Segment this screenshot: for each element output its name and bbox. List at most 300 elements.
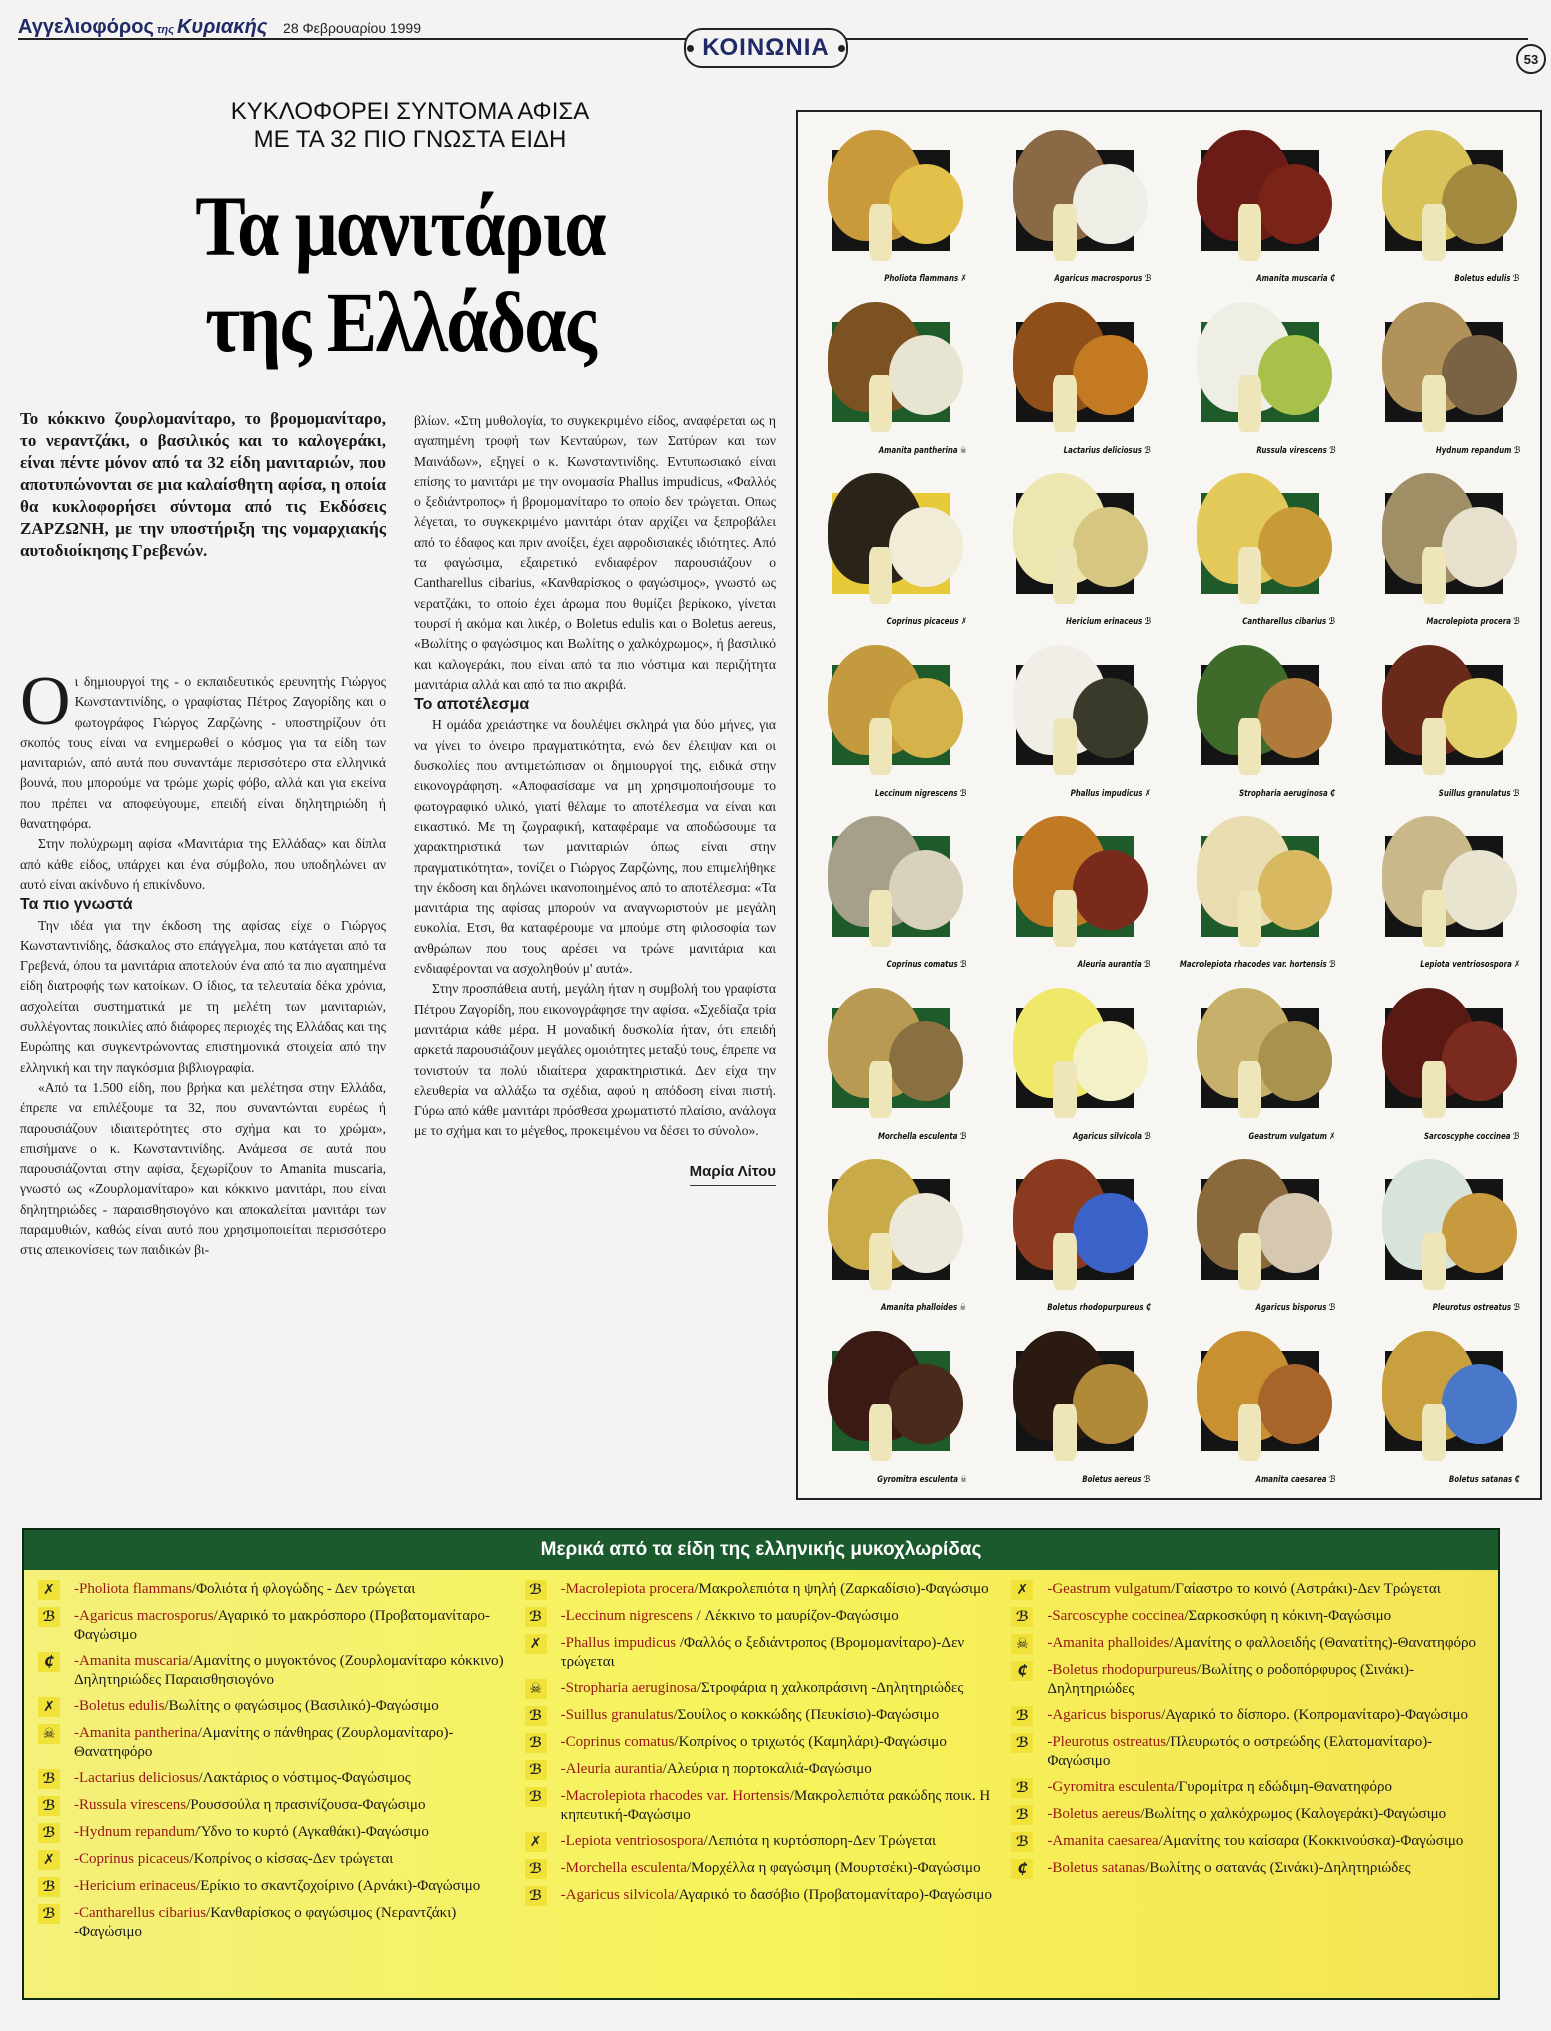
legend-text: -Coprinus picaceus/Κοπρίνος ο κίσσας-Δεν τρώγεται xyxy=(74,1851,394,1867)
greek-name: Αγαρικό το δίσπορο. (Κοπρομανίταρο)-Φαγώσιμο xyxy=(1165,1707,1469,1723)
edible-icon: ℬ xyxy=(525,1886,547,1906)
edible-icon: ℬ xyxy=(38,1877,60,1897)
mushroom-illustration xyxy=(889,1364,963,1444)
poster-mushroom xyxy=(993,635,1162,803)
latin-name: Agaricus silvicola xyxy=(565,1887,675,1903)
mushroom-illustration xyxy=(1258,164,1332,244)
mushroom-label: Sarcoscyphe coccinea ℬ xyxy=(1424,1131,1520,1142)
inedible-icon: ✗ xyxy=(960,617,967,628)
deadly-icon: ☠ xyxy=(525,1679,547,1699)
legend-text: -Amanita muscaria/Αμανίτης ο μυγοκτόνος (Ζουρλομανίταρο κόκκινο) Δηλητηριώδες Παραισθησιογόνο xyxy=(74,1653,504,1688)
mushroom-stem xyxy=(1238,718,1262,775)
poster-mushroom xyxy=(1362,463,1531,631)
latin-name: Lactarius deliciosus xyxy=(79,1770,199,1786)
mushroom-label: Leccinum nigrescens ℬ xyxy=(874,788,967,799)
mushroom-label: Pholiota flammans ✗ xyxy=(884,274,967,285)
legend-text: -Hericium erinaceus/Ερίκιο το σκαντζοχοίρινο (Αρνάκι)-Φαγώσιμο xyxy=(74,1878,481,1894)
legend-item xyxy=(38,1580,511,1600)
mushroom-stem xyxy=(1422,1061,1446,1118)
edible-icon: ℬ xyxy=(1144,1131,1151,1142)
mushroom-stem xyxy=(1238,1233,1262,1290)
poster-mushroom xyxy=(1362,120,1531,288)
poster-mushroom xyxy=(808,120,977,288)
supertitle-line: ΜΕ ΤΑ 32 ΠΙΟ ΓΝΩΣΤΑ ΕΙΔΗ xyxy=(253,126,567,153)
masthead-tis: της xyxy=(156,24,174,36)
greek-name: Κανθαρίσκος ο φαγώσιμος (Νεραντζάκι) -Φαγώσιμο xyxy=(74,1905,457,1940)
edible-icon: ℬ xyxy=(525,1859,547,1879)
edible-icon: ℬ xyxy=(1513,445,1520,456)
legend-item xyxy=(1011,1607,1484,1627)
greek-name: Φαλλός ο ξεδιάντροπος (Βρομομανίταρο)-Δεν τρώγεται xyxy=(560,1635,965,1670)
mushroom-label: Aleuria aurantia ℬ xyxy=(1077,960,1151,971)
greek-name: Βωλίτης ο σατανάς (Σινάκι)-Δηλητηριώδες xyxy=(1149,1860,1411,1876)
latin-name: Geastrum vulgatum xyxy=(1052,1581,1172,1597)
mushroom-illustration xyxy=(889,1193,963,1273)
mushroom-stem xyxy=(869,375,893,432)
edible-icon: ℬ xyxy=(1011,1805,1033,1825)
poisonous-icon: ₵ xyxy=(1011,1661,1033,1681)
legend-item xyxy=(1011,1580,1484,1600)
masthead-kyriakis: Κυριακής xyxy=(176,16,268,38)
mushroom-illustration xyxy=(1073,1193,1147,1273)
mushroom-stem xyxy=(869,1233,893,1290)
greek-name: Κοπρίνος ο τριχωτός (Καμηλάρι)-Φαγώσιμο xyxy=(678,1734,947,1750)
latin-name: Aleuria aurantia xyxy=(565,1761,663,1777)
edible-icon: ℬ xyxy=(38,1769,60,1789)
edible-icon: ℬ xyxy=(525,1760,547,1780)
poster-mushroom xyxy=(808,978,977,1146)
poster-mushroom xyxy=(1177,463,1346,631)
mushroom-illustration xyxy=(1258,335,1332,415)
poster-mushroom xyxy=(1362,292,1531,460)
edible-icon: ℬ xyxy=(1144,445,1151,456)
mushroom-stem xyxy=(869,718,893,775)
edible-icon: ℬ xyxy=(1011,1733,1033,1753)
supertitle xyxy=(140,98,680,154)
mushroom-label: Geastrum vulgatum ✗ xyxy=(1248,1131,1336,1142)
edible-icon: ℬ xyxy=(525,1706,547,1726)
poster-mushroom xyxy=(808,292,977,460)
legend-text: -Macrolepiota rhacodes var. Hortensis/Μακρολεπιότα ρακώδης ποικ. Η κηπευτική-Φαγώσιμο xyxy=(560,1788,991,1823)
inedible-icon: ✗ xyxy=(1011,1580,1033,1600)
mushroom-illustration xyxy=(889,507,963,587)
latin-name: Agaricus bisporus xyxy=(1052,1707,1162,1723)
latin-name: Boletus edulis xyxy=(79,1698,165,1714)
poisonous-icon: ₵ xyxy=(38,1652,60,1672)
body-paragraph xyxy=(20,663,386,834)
latin-name: Amanita muscaria xyxy=(79,1653,189,1669)
legend-item xyxy=(38,1652,511,1690)
greek-name: Λακτάριος ο νόστιμος-Φαγώσιμος xyxy=(202,1770,411,1786)
greek-name: Αγαρικό το δασόβιο (Προβατομανίταρο)-Φαγώσιμο xyxy=(678,1887,992,1903)
title-line: της Ελλάδας xyxy=(205,274,595,370)
mushroom-label: Hydnum repandum ℬ xyxy=(1435,445,1520,456)
legend-text: -Pholiota flammans/Φολιότα ή φλογώδης - Δεν τρώγεται xyxy=(74,1581,416,1597)
inedible-icon: ✗ xyxy=(1329,1131,1336,1142)
legend-text: -Stropharia aeruginosa/Στροφάρια η χαλκοπράσινη -Δηλητηριώδες xyxy=(560,1680,964,1696)
poster-mushroom xyxy=(1177,635,1346,803)
legend-text: -Amanita pantherina/Αμανίτης ο πάνθηρας (Ζουρλομανίταρο)-Θανατηφόρο xyxy=(74,1725,454,1760)
greek-name: Βωλίτης ο ροδοπόρφυρος (Σινάκι)-Δηλητηριώδες xyxy=(1047,1662,1414,1697)
mushroom-label: Amanita pantherina ☠ xyxy=(878,445,967,456)
edible-icon: ℬ xyxy=(959,1131,967,1142)
mushroom-label: Stropharia aeruginosa ₵ xyxy=(1239,788,1336,799)
edible-icon: ℬ xyxy=(525,1733,547,1753)
mushroom-label: Amanita phalloides ☠ xyxy=(881,1303,967,1314)
mushroom-stem xyxy=(1238,1404,1262,1461)
mushroom-stem xyxy=(1422,1404,1446,1461)
mushroom-stem xyxy=(869,547,893,604)
mushroom-illustration xyxy=(1442,1193,1516,1273)
legend-title: Μερικά από τα είδη της ελληνικής μυκοχλωρίδας xyxy=(24,1530,1498,1570)
mushroom-stem xyxy=(1053,890,1077,947)
mushroom-illustration xyxy=(1442,850,1516,930)
body-paragraph: Την ιδέα για την έκδοση της αφίσας είχε ο Γιώργος Κωνσταντινίδης, δάσκαλος στο επάγγελμα, που κατάγεται από τα Γρεβενά, όπου τα μανιτάρια αποτελούν ένα από τα πιο αγαπημένα είδη διατροφής των κατοίκων. Ο ίδιος, τα τελευταία δέκα χρόνια, ασχολείται συστηματικά με τη μελέτη των μανιταριών, συλλέγοντας ποικιλίες από διάφορες περιοχές της Ελλάδας και της Ευρώπης και συγκεντρώνοντας επιστημονικά στοιχεία από την ελληνική και την παγκόσμια βιβλιογραφία. xyxy=(20,917,386,1075)
mushroom-label: Macrolepiota rhacodes var. hortensis ℬ xyxy=(1179,960,1336,971)
mushroom-illustration xyxy=(1258,1364,1332,1444)
mushroom-illustration xyxy=(1442,507,1516,587)
mushroom-label: Russula virescens ℬ xyxy=(1255,445,1336,456)
poster-mushroom xyxy=(808,1321,977,1489)
legend-item xyxy=(525,1760,998,1780)
mushroom-illustration xyxy=(889,1021,963,1101)
edible-icon: ℬ xyxy=(1144,617,1151,628)
legend-text: -Geastrum vulgatum/Γαίαστρο το κοινό (Αστράκι)-Δεν Τρώγεται xyxy=(1047,1581,1441,1597)
latin-name: Boletus satanas xyxy=(1052,1860,1146,1876)
mushroom-illustration xyxy=(1073,1364,1147,1444)
legend-item xyxy=(1011,1661,1484,1699)
mushroom-label: Amanita muscaria ₵ xyxy=(1256,274,1336,285)
mushroom-label: Macrolepiota procera ℬ xyxy=(1426,617,1520,628)
poster-mushroom xyxy=(1177,1149,1346,1317)
mushroom-stem xyxy=(1422,1233,1446,1290)
poster-mushroom xyxy=(993,463,1162,631)
greek-name: Γυρομίτρα η εδώδιμη-Θανατηφόρο xyxy=(1178,1779,1392,1795)
greek-name: Αμανίτης ο φαλλοειδής (Θανατίτης)-Θανατηφόρο xyxy=(1173,1635,1476,1651)
bullet-icon xyxy=(838,45,845,52)
mushroom-stem xyxy=(1422,890,1446,947)
mushroom-stem xyxy=(1238,890,1262,947)
greek-name: Μακρολεπιότα ρακώδης ποικ. Η κηπευτική-Φαγώσιμο xyxy=(560,1788,991,1823)
legend-item xyxy=(38,1769,511,1789)
latin-name: Lepiota ventriosospora xyxy=(565,1833,704,1849)
edible-icon: ℬ xyxy=(38,1823,60,1843)
legend-text: -Agaricus bisporus/Αγαρικό το δίσπορο. (Κοπρομανίταρο)-Φαγώσιμο xyxy=(1047,1707,1469,1723)
issue-date: 28 Φεβρουαρίου 1999 xyxy=(283,20,422,36)
edible-icon: ℬ xyxy=(1328,445,1336,456)
poisonous-icon: ₵ xyxy=(1146,1303,1151,1314)
edible-icon: ℬ xyxy=(1328,1474,1336,1485)
greek-name: Αμανίτης ο πάνθηρας (Ζουρλομανίταρο)-Θανατηφόρο xyxy=(74,1725,454,1760)
mushroom-illustration xyxy=(1258,850,1332,930)
latin-name: Morchella esculenta xyxy=(565,1860,687,1876)
legend-item xyxy=(525,1886,998,1906)
latin-name: Phallus impudicus xyxy=(565,1635,680,1651)
legend-item xyxy=(525,1607,998,1627)
masthead-title: Αγγελιοφόρος xyxy=(18,16,154,38)
edible-icon: ℬ xyxy=(1011,1706,1033,1726)
body-paragraph: Η ομάδα χρειάστηκε να δουλέψει σκληρά για δύο μήνες, για να γίνει το όνειρο πραγματικότητα, ενώ δεν έλειψαν και οι δυσκολίες που αντιμετώπισαν οι δημιουργοί της, ειδικά στην εικονογράφηση. «Αποφασίσαμε να μη χρησιμοποιήσουμε το φωτογραφικό υλικό, γιατί θέλαμε το αποτέλεσμα να είναι και εικαστικό. Με τη ζωγραφική, καταφέραμε να αποδώσουμε τα χαρακτηριστικά των μανιταριών όπως είναι στην πραγματικότητα», τονίζει ο Γιώργος Ζαρζώνης, που επιμελήθηκε την έκδοση και δηλώνει ικανοποιημένος από το αποτέλεσμα: «Τα μανιτάρια της αφίσας μπορούν να αναγνωριστούν με μεγάλη ευκολία. Ετσι, θα καταφέρουμε να μπούμε στη φιλοσοφία των ανθρώπων που τους αρέσει να τρώνε μανιτάρια και ενδιαφέρονται να ασχοληθούν μ' αυτά». xyxy=(414,717,776,977)
poster-mushroom xyxy=(808,806,977,974)
edible-icon: ℬ xyxy=(1328,960,1336,971)
legend-item xyxy=(525,1832,998,1852)
legend-item xyxy=(525,1733,998,1753)
mushroom-illustration xyxy=(889,850,963,930)
poster-mushroom xyxy=(1362,1149,1531,1317)
deadly-icon: ☠ xyxy=(1011,1634,1033,1654)
edible-icon: ℬ xyxy=(959,960,967,971)
paragraph-text: ι δημιουργοί της - ο εκπαιδευτικός ερευνητής Γιώργος Κωνσταντινίδης, ο γραφίστας Πέτρος Ζαγορίδης και ο φωτογράφος Γιώργος Ζαρζώνης - υποστηρίζουν ότι σκοπός τους είναι να ενημερωθεί ο κόσμος για τα είδη των μανιταριών, από αυτά που συναντάμε περισσότερο στα ελληνικά βουνά, που μπορούμε να τρώμε χωρίς φόβο, αλλά και για εκείνα που πρέπει να αποφεύγουμε, επειδή είναι δηλητηριώδη ή θανατηφόρα. xyxy=(20,674,386,832)
poster-mushroom xyxy=(1177,292,1346,460)
masthead xyxy=(18,16,421,39)
legend-text: -Agaricus silvicola/Αγαρικό το δασόβιο (Προβατομανίταρο)-Φαγώσιμο xyxy=(560,1887,992,1903)
latin-name: Boletus rhodopurpureus xyxy=(1052,1662,1197,1678)
legend-item xyxy=(38,1850,511,1870)
poisonous-icon: ₵ xyxy=(1515,1474,1520,1485)
mushroom-stem xyxy=(1053,1061,1077,1118)
latin-name: Pleurotus ostreatus xyxy=(1052,1734,1167,1750)
latin-name: Suillus granulatus xyxy=(565,1707,674,1723)
greek-name: Ύδνο το κυρτό (Αγκαθάκι)-Φαγώσιμο xyxy=(199,1824,429,1840)
poster-mushroom xyxy=(1362,1321,1531,1489)
legend-item xyxy=(525,1859,998,1879)
latin-name: Amanita pantherina xyxy=(79,1725,198,1741)
mushroom-label: Lepiota ventriosospora ✗ xyxy=(1419,960,1520,971)
edible-icon: ℬ xyxy=(1513,1131,1520,1142)
mushroom-label: Boletus aereus ℬ xyxy=(1082,1474,1151,1485)
mushroom-stem xyxy=(1238,1061,1262,1118)
mushroom-stem xyxy=(1053,204,1077,261)
legend-text: -Morchella esculenta/Μορχέλλα η φαγώσιμη (Μουρτσέκι)-Φαγώσιμο xyxy=(560,1860,981,1876)
deadly-icon: ☠ xyxy=(960,445,967,456)
poster-mushroom xyxy=(1362,806,1531,974)
mushroom-stem xyxy=(1422,375,1446,432)
greek-name: Φολιότα ή φλογώδης - Δεν τρώγεται xyxy=(196,1581,416,1597)
mushroom-stem xyxy=(1053,1233,1077,1290)
legend-column xyxy=(525,1580,998,1949)
body-paragraph: Στην πολύχρωμη αφίσα «Μανιτάρια της Ελλάδας» και δίπλα από κάθε είδος, υπάρχει και ένα σύμβολο, που υποδηλώνει αν αυτό είναι ακίνδυνο ή επικίνδυνο. xyxy=(20,836,386,892)
body-paragraph: «Από τα 1.500 είδη, που βρήκα και μελέτησα στην Ελλάδα, έπρεπε να επιλέξουμε τα 32, που συναντώνται ευρέως ή παρουσιάζουν ιδιαιτερότητες στο σχήμα και το χρώμα», επισήμανε ο κ. Κωνσταντινίδης. Ανάμεσα σε αυτά που παρουσιάζονται στην αφίσα, ξεχωρίζουν το Amanita muscaria, γνωστό ως «Ζουρλομανίταρο» και κόκκινο μανιτάρι, που είναι δηλητηριώδες - παραισθησιογόνο και αποκαλείται μανιτάρι των παραμυθιών, καθώς είναι αυτό που χρησιμοποιείται περισσότερο στις απεικονίσεις των παιδικών βι- xyxy=(20,1079,386,1258)
mushroom-illustration xyxy=(1258,507,1332,587)
greek-name: Στροφάρια η χαλκοπράσινη -Δηλητηριώδες xyxy=(701,1680,964,1696)
legend-item xyxy=(525,1580,998,1600)
section-label xyxy=(684,28,848,68)
mushroom-illustration xyxy=(1258,1193,1332,1273)
poster-mushroom xyxy=(808,463,977,631)
poster-mushroom xyxy=(993,806,1162,974)
mushroom-stem xyxy=(869,204,893,261)
mushroom-illustration xyxy=(1442,164,1516,244)
latin-name: Coprinus picaceus xyxy=(79,1851,190,1867)
edible-icon: ℬ xyxy=(1011,1607,1033,1627)
legend-columns xyxy=(24,1570,1498,1949)
latin-name: Hydnum repandum xyxy=(79,1824,196,1840)
mushroom-stem xyxy=(1422,204,1446,261)
edible-icon: ℬ xyxy=(525,1607,547,1627)
poisonous-icon: ₵ xyxy=(1330,274,1336,285)
greek-name: Μακρολεπιότα η ψηλή (Ζαρκαδίσιο)-Φαγώσιμο xyxy=(698,1581,989,1597)
edible-icon: ℬ xyxy=(1144,1474,1151,1485)
mushroom-label: Cantharellus cibarius ℬ xyxy=(1242,617,1336,628)
legend-item xyxy=(1011,1733,1484,1771)
poster-grid xyxy=(808,120,1530,1488)
legend-item xyxy=(1011,1805,1484,1825)
legend-item xyxy=(38,1823,511,1843)
poisonous-icon: ₵ xyxy=(1011,1859,1033,1879)
latin-name: Russula virescens xyxy=(79,1797,187,1813)
greek-name: Κοπρίνος ο κίσσας-Δεν τρώγεται xyxy=(193,1851,394,1867)
legend-text: -Sarcoscyphe coccinea/Σαρκοσκύφη η κόκινη-Φαγώσιμο xyxy=(1047,1608,1392,1624)
legend-text: -Hydnum repandum/Ύδνο το κυρτό (Αγκαθάκι)-Φαγώσιμο xyxy=(74,1824,429,1840)
legend-text: -Macrolepiota procera/Μακρολεπιότα η ψηλή (Ζαρκαδίσιο)-Φαγώσιμο xyxy=(560,1581,989,1597)
mushroom-illustration xyxy=(1442,678,1516,758)
body-paragraph: βλίων. «Στη μυθολογία, το συγκεκριμένο είδος, αναφέρεται ως η αγαπημένη τροφή των Κενταύρων, των Σατύρων και των Μαινάδων», εξηγεί ο κ. Κωνσταντινίδης. Εντυπωσιακό είναι επίσης το μανιτάρι με την ονομασία Phallus impudicus, «Φαλλός ο ξεδιάντροπος» ή βρομομανίταρο το οποίο δεν τρώγεται. Οπως λέγεται, το συγκεκριμένο μανιτάρι όταν αρχίζει να ξεπροβάλει από το έδαφος και πριν ανοίξει, έχει αφροδισιακές ιδιότητες. Από τα φαγώσιμα, εξαιρετικό ενδιαφέρον παρουσιάζουν ο Cantharellus cibarius, «Κανθαρίσκος ο φαγώσιμος», γνωστό ως νερατζάκι, το οποίο έχει άρωμα που θυμίζει βερίκοκο, γίνεται τουρσί ή ακόμα και λικέρ, ο Boletus edulis και ο Boletus aereus, «Βωλίτης ο φαγώσιμος και Βωλίτης ο χαλκόχρωμος», ή βασιλικό και καλογεράκι, που είναι από τα πιο νόστιμα και περιζήτητα μανιτάρια αλλά και από τα πιο ακριβά. xyxy=(414,413,776,692)
legend-item xyxy=(1011,1634,1484,1654)
greek-name: Σουίλος ο κοκκώδης (Πευκίσιο)-Φαγώσιμο xyxy=(677,1707,940,1723)
greek-name: Λέκκινο το μαυρίζον-Φαγώσιμο xyxy=(700,1608,899,1624)
mushroom-illustration xyxy=(1073,1021,1147,1101)
latin-name: Amanita phalloides xyxy=(1052,1635,1170,1651)
poster-mushroom xyxy=(993,1149,1162,1317)
latin-name: Stropharia aeruginosa xyxy=(565,1680,697,1696)
poster-mushroom xyxy=(1177,978,1346,1146)
inedible-icon: ✗ xyxy=(960,274,967,285)
greek-name: Πλευρωτός ο οστρεώδης (Ελατομανίταρο)-Φαγώσιμο xyxy=(1047,1734,1433,1769)
legend-item xyxy=(38,1724,511,1762)
greek-name: Βωλίτης ο χαλκόχρωμος (Καλογεράκι)-Φαγώσιμο xyxy=(1144,1806,1447,1822)
legend-item xyxy=(525,1706,998,1726)
legend-item xyxy=(1011,1778,1484,1798)
poster-mushroom xyxy=(1177,120,1346,288)
poster-mushroom xyxy=(993,292,1162,460)
latin-name: Agaricus macrosporus xyxy=(79,1608,214,1624)
latin-name: Gyromitra esculenta xyxy=(1052,1779,1175,1795)
legend-text: -Boletus edulis/Βωλίτης ο φαγώσιμος (Βασιλικό)-Φαγώσιμο xyxy=(74,1698,439,1714)
legend-item xyxy=(1011,1832,1484,1852)
mushroom-illustration xyxy=(889,164,963,244)
greek-name: Αμανίτης του καίσαρα (Κοκκινούσκα)-Φαγώσιμο xyxy=(1162,1833,1464,1849)
latin-name: Amanita caesarea xyxy=(1052,1833,1159,1849)
inedible-icon: ✗ xyxy=(38,1697,60,1717)
inedible-icon: ✗ xyxy=(38,1850,60,1870)
latin-name: Leccinum nigrescens xyxy=(565,1608,697,1624)
mushroom-stem xyxy=(869,1404,893,1461)
legend-item xyxy=(1011,1859,1484,1879)
greek-name: Αλεύρια η πορτοκαλιά-Φαγώσιμο xyxy=(666,1761,872,1777)
legend-item xyxy=(38,1904,511,1942)
mushroom-illustration xyxy=(1442,1364,1516,1444)
subheading: Το αποτέλεσμα xyxy=(414,696,530,714)
legend-text: -Phallus impudicus /Φαλλός ο ξεδιάντροπος (Βρομομανίταρο)-Δεν τρώγεται xyxy=(560,1635,965,1670)
mushroom-label: Suillus granulatus ℬ xyxy=(1439,788,1520,799)
mushroom-stem xyxy=(1238,204,1262,261)
legend-item xyxy=(525,1679,998,1699)
section-name: ΚΟΙΝΩΝΙΑ xyxy=(702,34,830,61)
byline xyxy=(414,1162,776,1186)
mushroom-illustration xyxy=(1258,1021,1332,1101)
mushroom-label: Gyromitra esculenta ☠ xyxy=(876,1474,967,1485)
poster-mushroom xyxy=(808,635,977,803)
page-title xyxy=(154,178,647,370)
legend-text: -Boletus satanas/Βωλίτης ο σατανάς (Σινάκι)-Δηλητηριώδες xyxy=(1047,1860,1411,1876)
latin-name: Coprinus comatus xyxy=(565,1734,675,1750)
mushroom-illustration xyxy=(889,335,963,415)
greek-name: Ερίκιο το σκαντζοχοίρινο (Αρνάκι)-Φαγώσιμο xyxy=(200,1878,481,1894)
body-paragraph: Στην προσπάθεια αυτή, μεγάλη ήταν η συμβολή του γραφίστα Πέτρου Ζαγορίδη, που εικονογράφησε την αφίσα. «Σχεδίαζα τρία μανιτάρια κάθε μέρα. Η μοναδική δυσκολία ήταν, ότι επειδή αρκετά παρουσιάζουν μεγάλες ομοιότητες μεταξύ τους, έπρεπε να τονιστούν τα πολύ ιδιαίτερα χαρακτηριστικά. Δεν είχα την ελευθερία να αλλάξω τα σχέδια, αφού η απόδοση είναι πιστή. Γύρω από κάθε μανιτάρι πρόσθεσα χρωματιστό πλαίσιο, ανάλογα με το σχήμα και το μέγεθος, προκειμένου να δέσει το σύνολο». xyxy=(414,981,776,1139)
mushroom-label: Agaricus bisporus ℬ xyxy=(1255,1303,1336,1314)
mushroom-illustration xyxy=(1073,335,1147,415)
mushroom-illustration xyxy=(1073,678,1147,758)
poster-mushroom xyxy=(1362,635,1531,803)
mushroom-label: Pleurotus ostreatus ℬ xyxy=(1432,1303,1520,1314)
mushroom-illustration xyxy=(1258,678,1332,758)
mushroom-label: Boletus rhodopurpureus ₵ xyxy=(1047,1303,1151,1314)
article-column-2 xyxy=(414,411,776,1186)
mushroom-illustration xyxy=(1073,850,1147,930)
mushroom-label: Morchella esculenta ℬ xyxy=(877,1131,967,1142)
legend-text: -Russula virescens/Ρουσσούλα η πρασινίζουσα-Φαγώσιμο xyxy=(74,1797,426,1813)
legend-text: -Coprinus comatus/Κοπρίνος ο τριχωτός (Καμηλάρι)-Φαγώσιμο xyxy=(560,1734,947,1750)
mushroom-stem xyxy=(1422,718,1446,775)
legend-text: -Suillus granulatus/Σουίλος ο κοκκώδης (Πευκίσιο)-Φαγώσιμο xyxy=(560,1707,940,1723)
inedible-icon: ✗ xyxy=(38,1580,60,1600)
legend-text: -Boletus rhodopurpureus/Βωλίτης ο ροδοπόρφυρος (Σινάκι)-Δηλητηριώδες xyxy=(1047,1662,1414,1697)
legend-item xyxy=(1011,1706,1484,1726)
mushroom-stem xyxy=(1053,718,1077,775)
mushroom-label: Boletus satanas ₵ xyxy=(1449,1474,1520,1485)
legend-text: -Leccinum nigrescens / Λέκκινο το μαυρίζον-Φαγώσιμο xyxy=(560,1608,899,1624)
mushroom-stem xyxy=(869,1061,893,1118)
legend-text: -Gyromitra esculenta/Γυρομίτρα η εδώδιμη-Θανατηφόρο xyxy=(1047,1779,1392,1795)
mushroom-poster xyxy=(796,110,1542,1500)
supertitle-line: ΚΥΚΛΟΦΟΡΕΙ ΣΥΝΤΟΜΑ ΑΦΙΣΑ xyxy=(230,98,590,125)
legend-item xyxy=(38,1877,511,1897)
mushroom-stem xyxy=(1238,547,1262,604)
deadly-icon: ☠ xyxy=(960,1303,967,1314)
latin-name: Cantharellus cibarius xyxy=(79,1905,207,1921)
lead-paragraph: Το κόκκινο ζουρλομανίταρο, το βρομομανίταρο, το νεραντζάκι, ο βασιλικός και το καλογεράκι, είναι πέντε μόνον από τα 32 είδη μανιταριών, που αποτυπώνονται σε μια καλαίσθητη αφίσα, η οποία θα κυκλοφορήσει σύντομα από τις Εκδόσεις ΖΑΡΖΩΝΗ, με την υποστήριξη της νομαρχιακής αυτοδιοίκησης Γρεβενών. xyxy=(20,409,386,560)
poster-mushroom xyxy=(993,978,1162,1146)
greek-name: Λεπιότα η κυρτόσπορη-Δεν Τρώγεται xyxy=(707,1833,937,1849)
poster-mushroom xyxy=(1177,1321,1346,1489)
inedible-icon: ✗ xyxy=(1514,960,1520,971)
edible-icon: ℬ xyxy=(1144,960,1151,971)
edible-icon: ℬ xyxy=(1144,274,1151,285)
poster-mushroom xyxy=(1177,806,1346,974)
edible-icon: ℬ xyxy=(1513,788,1520,799)
greek-name: Μορχέλλα η φαγώσιμη (Μουρτσέκι)-Φαγώσιμο xyxy=(691,1860,981,1876)
greek-name: Σαρκοσκύφη η κόκινη-Φαγώσιμο xyxy=(1188,1608,1392,1624)
legend-column xyxy=(38,1580,511,1949)
bullet-icon xyxy=(687,45,694,52)
legend-item xyxy=(38,1796,511,1816)
subheading: Τα πιο γνωστά xyxy=(20,896,133,914)
greek-name: Ρουσσούλα η πρασινίζουσα-Φαγώσιμο xyxy=(190,1797,426,1813)
title-line: Τα μανιτάρια xyxy=(195,178,605,274)
latin-name: Pholiota flammans xyxy=(79,1581,192,1597)
legend-item xyxy=(38,1697,511,1717)
edible-icon: ℬ xyxy=(1011,1832,1033,1852)
legend-text: -Boletus aereus/Βωλίτης ο χαλκόχρωμος (Καλογεράκι)-Φαγώσιμο xyxy=(1047,1806,1447,1822)
edible-icon: ℬ xyxy=(525,1787,547,1807)
species-legend xyxy=(22,1528,1500,2000)
legend-text: -Lactarius deliciosus/Λακτάριος ο νόστιμος-Φαγώσιμος xyxy=(74,1770,411,1786)
legend-item xyxy=(38,1607,511,1645)
edible-icon: ℬ xyxy=(38,1796,60,1816)
mushroom-label: Hericium erinaceus ℬ xyxy=(1065,617,1151,628)
mushroom-label: Lactarius deliciosus ℬ xyxy=(1063,445,1151,456)
greek-name: Αμανίτης ο μυγοκτόνος (Ζουρλομανίταρο κόκκινο) Δηλητηριώδες Παραισθησιογόνο xyxy=(74,1653,504,1688)
